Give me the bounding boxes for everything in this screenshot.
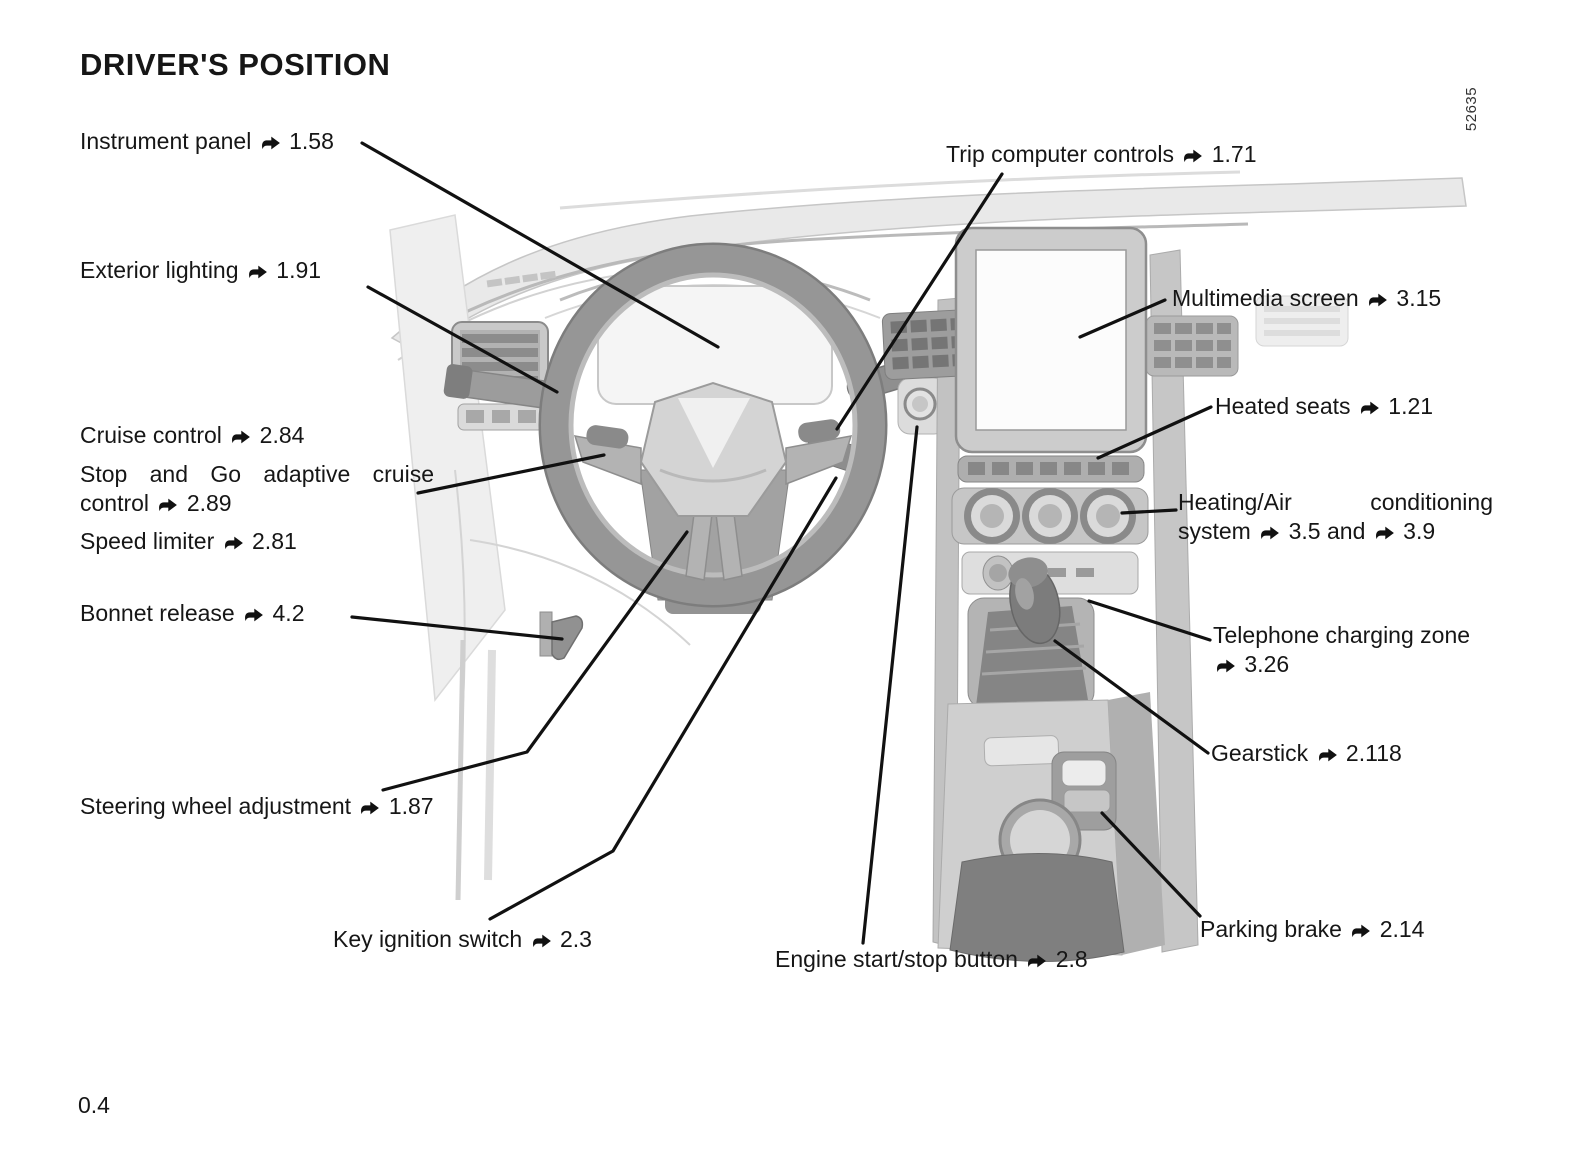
callout-key-ignition: Key ignition switch 2.3: [333, 926, 592, 952]
callout-heated-seats: Heated seats 1.21: [1215, 393, 1434, 419]
hvac-knobs: [964, 488, 1136, 544]
leader-telephone: [1089, 601, 1210, 640]
figure-number: 52635: [1463, 86, 1480, 132]
reference-arrow-icon: [530, 934, 553, 948]
reference-arrow-icon: [246, 265, 269, 279]
callout-exterior-lighting: Exterior lighting 1.91: [80, 257, 322, 283]
callout-telephone-charging: Telephone charging zone 3.26: [1213, 622, 1471, 677]
callout-engine-start-stop: Engine start/stop button 2.8: [775, 946, 1088, 972]
page-number: 0.4: [78, 1092, 110, 1118]
multimedia-screen-shape: [956, 228, 1146, 452]
reference-arrow-icon: [242, 608, 265, 622]
usb-port: [1076, 568, 1094, 577]
reference-arrow-icon: [1258, 526, 1281, 540]
callout-cruise-control: Cruise control 2.84: [80, 422, 305, 448]
reference-arrow-icon: [259, 136, 282, 150]
callout-stop-and-go: Stop and Go adaptive cruise control 2.89: [80, 461, 434, 516]
reference-arrow-icon: [1316, 748, 1339, 762]
reference-arrow-icon: [1373, 526, 1396, 540]
callout-speed-limiter: Speed limiter 2.81: [80, 528, 297, 554]
callout-trip-computer: Trip computer controls 1.71: [946, 141, 1257, 167]
reference-arrow-icon: [358, 801, 381, 815]
callout-parking-brake: Parking brake 2.14: [1200, 916, 1425, 942]
callout-hvac: Heating/Air conditioning system 3.5 and 3.9: [1178, 489, 1493, 544]
callout-instrument-panel: Instrument panel 1.58: [80, 128, 334, 154]
callout-bonnet-release: Bonnet release 4.2: [80, 600, 305, 626]
reference-arrow-icon: [1358, 401, 1381, 415]
hvac-panel: [952, 488, 1148, 544]
reference-arrow-icon: [222, 536, 245, 550]
storage-tray: [984, 735, 1059, 766]
page-title: DRIVER'S POSITION: [80, 46, 391, 82]
callout-steering-adjustment: Steering wheel adjustment 1.87: [80, 793, 434, 819]
bonnet-release-lever: [540, 612, 582, 659]
callout-multimedia-screen: Multimedia screen 3.15: [1172, 285, 1442, 311]
reference-arrow-icon: [1181, 149, 1204, 163]
callout-gearstick: Gearstick 2.118: [1211, 740, 1402, 766]
reference-arrow-icon: [1025, 954, 1048, 968]
reference-arrow-icon: [229, 430, 252, 444]
right-keypad: [1146, 316, 1238, 376]
reference-arrow-icon: [156, 498, 179, 512]
button-strip: [958, 456, 1144, 482]
reference-arrow-icon: [1349, 924, 1372, 938]
lower-console: [938, 692, 1165, 962]
reference-arrow-icon: [1214, 659, 1237, 673]
leader-engine-start: [863, 427, 917, 943]
usb-port: [1048, 568, 1066, 577]
reference-arrow-icon: [1366, 293, 1389, 307]
